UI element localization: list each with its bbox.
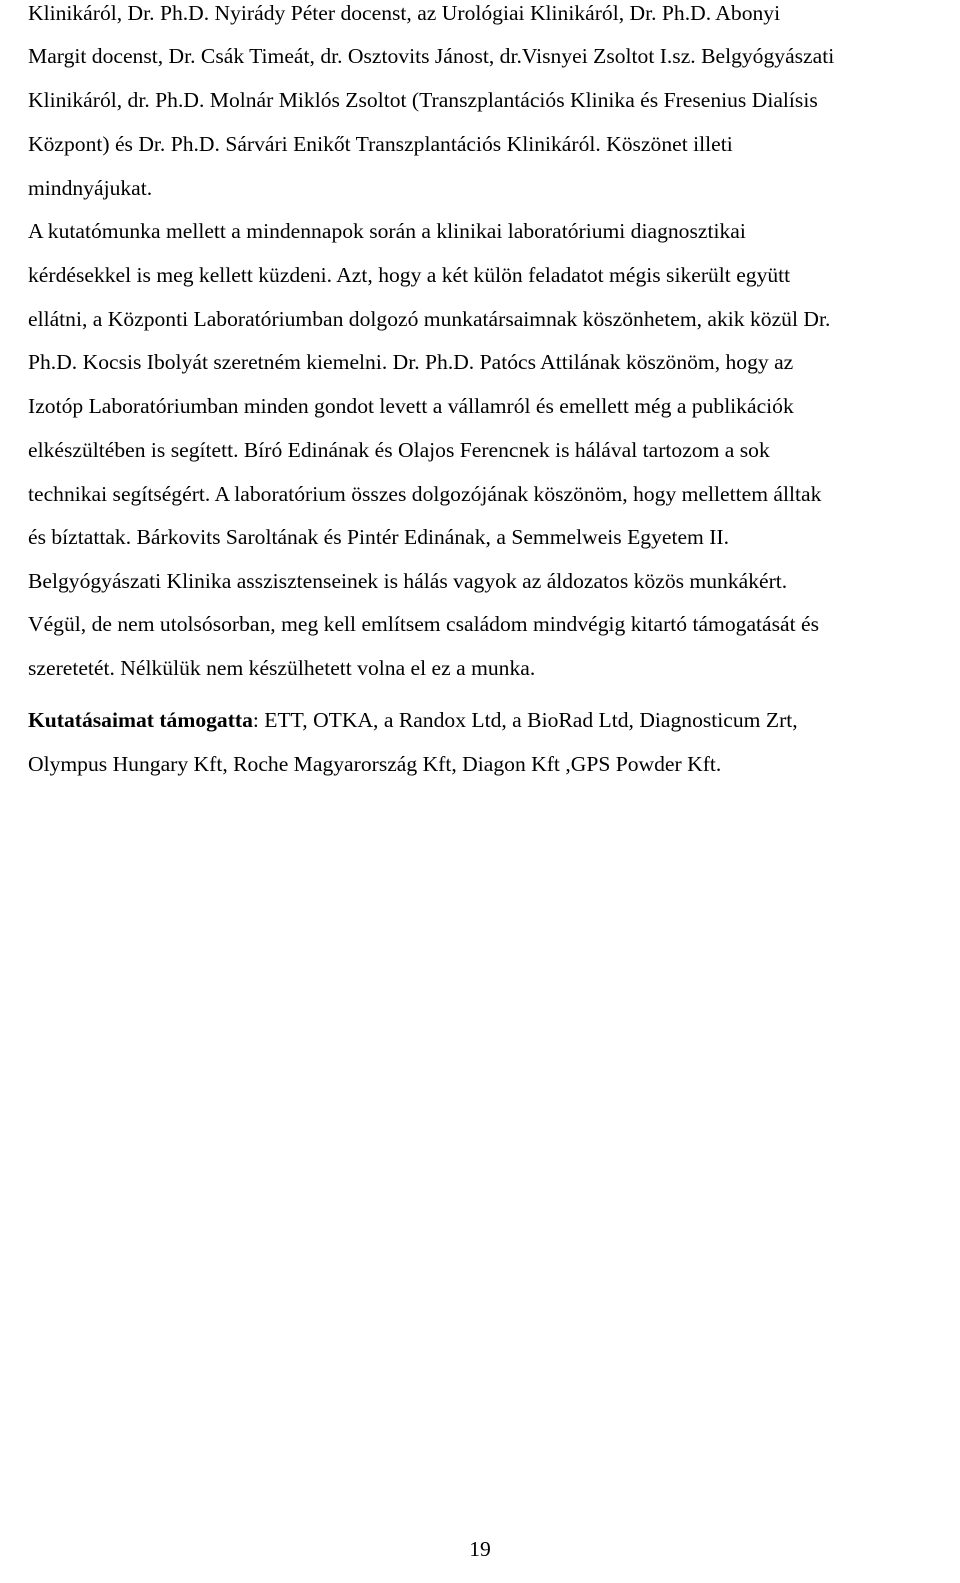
paragraph-2-line-4: Ph.D. Kocsis Ibolyát szeretném kiemelni. Dr. Ph.D. Patócs Attilának köszönöm, hogy az bbox=[28, 350, 794, 374]
paragraph-2-line-9: Belgyógyászati Klinika asszisztenseinek is hálás vagyok az áldozatos közös munkákért. bbox=[28, 569, 788, 593]
paragraph-2-line-3: ellátni, a Központi Laboratóriumban dolgozó munkatársaimnak köszönhetem, akik közül Dr. bbox=[28, 307, 831, 331]
paragraph-1-line-3: Klinikáról, dr. Ph.D. Molnár Miklós Zsoltot (Transzplantációs Klinika és Fresenius Dialísis bbox=[28, 88, 818, 112]
paragraph-1-line-1: Klinikáról, Dr. Ph.D. Nyirády Péter docenst, az Urológiai Klinikáról, Dr. Ph.D. Abonyi bbox=[28, 1, 781, 25]
support-label: Kutatásaimat támogatta bbox=[28, 708, 253, 732]
support-sponsors-part-1: : ETT, OTKA, a Randox Ltd, a BioRad Ltd, Diagnosticum Zrt, bbox=[252, 708, 798, 732]
paragraph-2-line-11: szeretetét. Nélkülük nem készülhetett volna el ez a munka. bbox=[28, 656, 536, 680]
paragraph-2-line-6: elkészültében is segített. Bíró Edinának és Olajos Ferencnek is hálával tartozom a sok bbox=[28, 438, 770, 462]
paragraph-2-line-1: A kutatómunka mellett a mindennapok során a klinikai laboratóriumi diagnosztikai bbox=[28, 219, 746, 243]
paragraph-2-line-8: és bíztattak. Bárkovits Saroltának és Pintér Edinának, a Semmelweis Egyetem II. bbox=[28, 525, 730, 549]
paragraph-1-line-2: Margit docenst, Dr. Csák Timeát, dr. Osztovits Jánost, dr.Visnyei Zsoltot I.sz. Belgyógyászati bbox=[28, 44, 835, 68]
paragraph-1-line-5: mindnyájukat. bbox=[28, 176, 153, 200]
paragraph-1-line-4: Központ) és Dr. Ph.D. Sárvári Enikőt Transzplantációs Klinikáról. Köszönet illeti bbox=[28, 132, 733, 156]
support-line-2: Olympus Hungary Kft, Roche Magyarország Kft, Diagon Kft ,GPS Powder Kft. bbox=[28, 752, 722, 776]
paragraph-2-line-5: Izotóp Laboratóriumban minden gondot levett a vállamról és emellett még a publikációk bbox=[28, 394, 794, 418]
paragraph-2-line-7: technikai segítségért. A laboratórium összes dolgozójának köszönöm, hogy mellettem álltak bbox=[28, 482, 822, 506]
paragraph-2-line-2: kérdésekkel is meg kellett küzdeni. Azt, hogy a két külön feladatot mégis sikerült együtt bbox=[28, 263, 791, 287]
paragraph-2-line-10: Végül, de nem utolsósorban, meg kell említsem családom mindvégig kitartó támogatását és bbox=[28, 612, 819, 636]
page-number: 19 bbox=[469, 1537, 491, 1561]
support-line-1 bbox=[28, 706, 798, 734]
